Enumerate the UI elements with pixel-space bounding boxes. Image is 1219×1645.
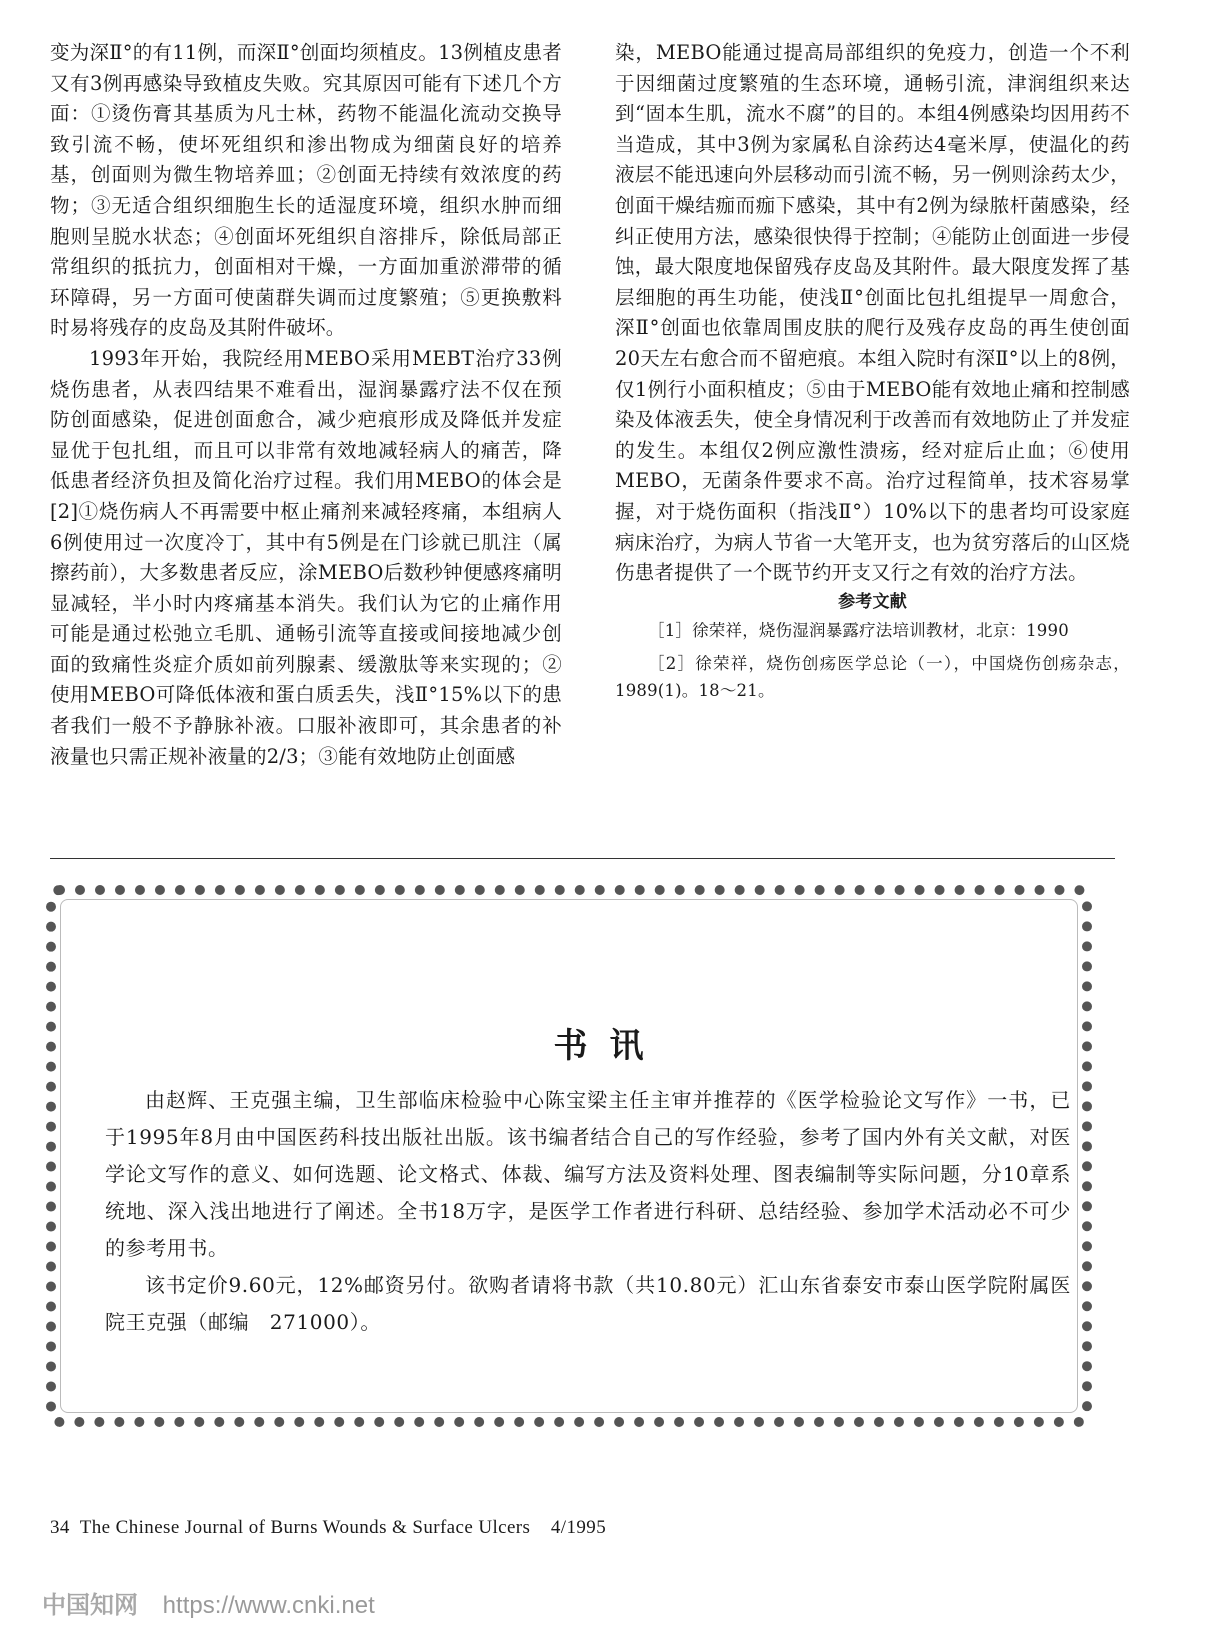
reference-item: ［2］徐荣祥，烧伤创疡医学总论（一），中国烧伤创疡杂志，1989(1)。18～21。 bbox=[615, 653, 1130, 700]
body-paragraph: 染，MEBO能通过提高局部组织的免疫力，创造一个不利于因细菌过度繁殖的生态环境，通畅引流，津润组织来达到“固本生肌，流水不腐”的目的。本组4例感染均因用药不当造成，其中3例为家属私自涂药达4毫米厚，使温化的药液层不能迅速向外层移动而引流不畅，另一例则涂药太少，创面干燥结痂而痂下感染，其中有2例为绿脓杆菌感染，经纠正使用方法，感染很快得于控制；④能防止创面进一步侵蚀，最大限度地保留残存皮岛及其附件。最大限度发挥了基层细胞的再生功能，使浅Ⅱ°创面比包扎组提早一周愈合，深Ⅱ°创面也依靠周围皮肤的爬行及残存皮岛的再生使创面20天左右愈合而不留疤痕。本组入院时有深Ⅱ°以上的8例，仅1例行小面积植皮；⑤由于MEBO能有效地止痛和控制感染及体液丢失，使全身情况利于改善而有效地防止了并发症的发生。本组仅2例应激性溃疡，经对症后止血；⑥使用MEBO，无菌条件要求不高。治疗过程简单，技术容易掌握，对于烧伤面积（指浅Ⅱ°）10%以下的患者均可设家庭病床治疗，为病人节省一大笔开支，也为贫穷落后的山区烧伤患者提供了一个既节约开支又行之有效的治疗方法。 bbox=[615, 41, 1130, 585]
left-column bbox=[50, 38, 562, 772]
page-footer: 34 The Chinese Journal of Burns Wounds & Surface Ulcers 4/1995 bbox=[50, 1517, 607, 1538]
notice-body bbox=[105, 1082, 1071, 1341]
body-paragraph: 1993年开始，我院经用MEBO采用MEBT治疗33例烧伤患者，从表四结果不难看出，湿润暴露疗法不仅在预防创面感染，促进创面愈合，减少疤痕形成及降低并发症显优于包扎组，而且可以非常有效地减轻病人的痛苦，降低患者经济负担及简化治疗过程。我们用MEBO的体会是[2]①烧伤病人不再需要中枢止痛剂来减轻疼痛，本组病人6例使用过一次度冷丁，其中有5例是在门诊就已肌注（属擦药前），大多数患者反应，涂MEBO后数秒钟便感疼痛明显减轻，半小时内疼痛基本消失。我们认为它的止痛作用可能是通过松弛立毛肌、通畅引流等直接或间接地减少创面的致痛性炎症介质如前列腺素、缓激肽等来实现的；②使用MEBO可降低体液和蛋白质丢失，浅Ⅱ°15%以下的患者我们一般不予静脉补液。口服补液即可，其余患者的补液量也只需正规补液量的2/3；③能有效地防止创面感 bbox=[50, 346, 562, 768]
right-column bbox=[615, 38, 1130, 710]
references-heading: 参考文献 bbox=[838, 591, 907, 612]
notice-paragraph: 该书定价9.60元，12%邮资另付。欲购者请将书款（共10.80元）汇山东省泰安市泰山医学院附属医院王克强（邮编 271000）。 bbox=[105, 1273, 1071, 1334]
watermark-url: https://www.cnki.net bbox=[162, 1592, 375, 1619]
notice-paragraph: 由赵辉、王克强主编，卫生部临床检验中心陈宝梁主任主审并推荐的《医学检验论文写作》一书，已于1995年8月由中国医药科技出版社出版。该书编者结合自己的写作经验，参考了国内外有关文献，对医学论文写作的意义、如何选题、论文格式、体裁、编写方法及资料处理、图表编制等实际问题，分10章系统地、深入浅出地进行了阐述。全书18万字，是医学工作者进行科研、总结经验、参加学术活动必不可少的参考用书。 bbox=[105, 1088, 1071, 1260]
cnki-watermark bbox=[42, 1585, 375, 1620]
reference-item: ［1］徐荣祥，烧伤湿润暴露疗法培训教材，北京：1990 bbox=[648, 620, 1069, 640]
watermark-brand: 中国知网 bbox=[42, 1592, 138, 1619]
notice-title: 书讯 bbox=[553, 1026, 666, 1066]
section-divider bbox=[50, 858, 1115, 859]
body-paragraph: 变为深Ⅱ°的有11例，而深Ⅱ°创面均须植皮。13例植皮患者又有3例再感染导致植皮失败。究其原因可能有下述几个方面：①烫伤膏其基质为凡士林，药物不能温化流动交换导致引流不畅，使坏死组织和渗出物成为细菌良好的培养基，创面则为微生物培养皿；②创面无持续有效浓度的药物；③无适合组织细胞生长的适湿度环境，组织水肿而细胞则呈脱水状态；④创面坏死组织自溶排斥，除低局部正常组织的抵抗力，创面相对干燥，一方面加重淤滞带的循环障碍，另一方面可使菌群失调而过度繁殖；⑤更换敷料时易将残存的皮岛及其附件破坏。 bbox=[50, 41, 562, 340]
